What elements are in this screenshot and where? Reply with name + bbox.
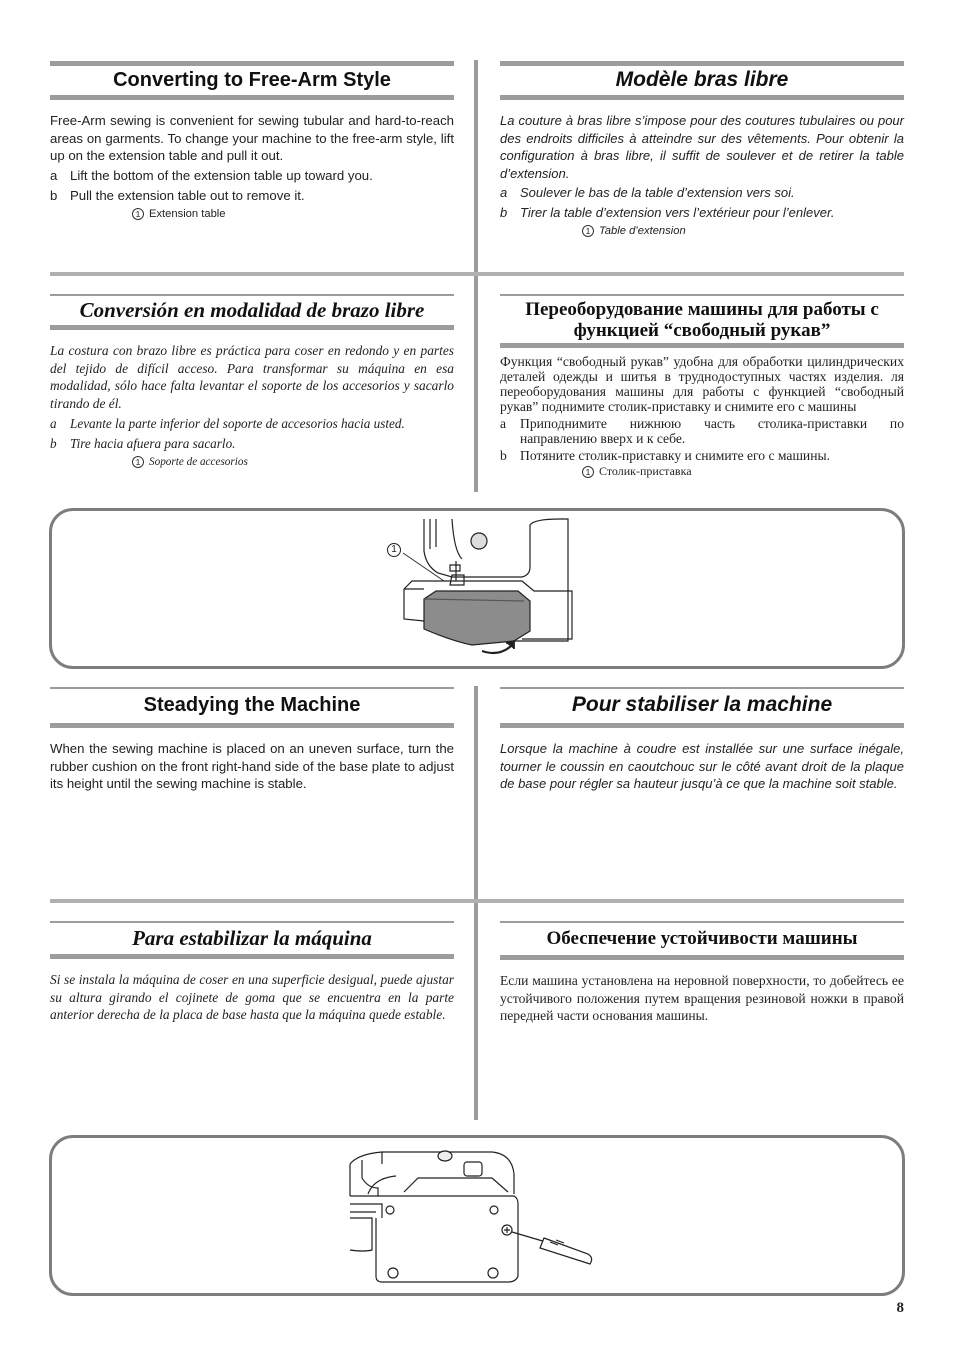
reference-label: Столик-приставка	[599, 464, 692, 478]
sewing-machine-extension-table-illustration	[52, 511, 902, 666]
section-title: Para estabilizar la máquina	[132, 926, 372, 950]
figure-reference	[582, 464, 904, 479]
heading-rule-bottom	[500, 723, 904, 728]
circled-number-icon: 1	[582, 225, 594, 237]
step-b	[50, 187, 454, 205]
callout-number: 1	[391, 544, 397, 555]
step-text: Levante la parte inferior del soporte de accesorios hacia usted.	[70, 416, 405, 431]
body-paragraph: When the sewing machine is placed on an uneven surface, turn the rubber cushion on the front right-hand side of the base plate to adjust its height until the sewing machine is stable.	[50, 741, 454, 791]
body-paragraph: Lorsque la machine à coudre est installée sur une surface inégale, tourner le coussin en caoutchouc sur le côté avant droit de la plaque de base pour régler sa hauteur jusqu’à ce que la machine soit stable.	[500, 741, 904, 791]
body-paragraph: La couture à bras libre s’impose pour des coutures tubulaires ou pour des endroits difficiles à atteindre sur des vêtements. Pour obtenir la configuration à bras libre, il suffit de soulever et de retirer la table d’extension.	[500, 113, 904, 181]
step-key: b	[500, 448, 507, 463]
free-arm-en	[50, 61, 454, 222]
section-title: Modèle bras libre	[615, 68, 789, 91]
row-separator-bottom	[50, 899, 904, 903]
step-b	[50, 435, 454, 453]
step-text: Приподнимите нижнюю часть столика-приставки по направлению вверх и к себе.	[520, 416, 904, 446]
figure-reference	[132, 454, 454, 470]
steadying-ru	[500, 921, 904, 1025]
step-key: a	[50, 167, 58, 183]
free-arm-es	[50, 294, 454, 470]
column-divider-bottom	[474, 686, 478, 1120]
step-key: b	[500, 205, 508, 220]
body-paragraph: Si se instala la máquina de coser en una superficie desigual, puede ajustar su altura girando el cojinete de goma que se encuentra en la parte anterior derecha de la placa de base hasta que la máquina quede estable.	[50, 972, 454, 1022]
step-key: a	[500, 185, 508, 200]
figure-reference	[582, 223, 904, 239]
step-a	[50, 167, 454, 185]
page-number: 8	[896, 1300, 904, 1316]
step-key: a	[500, 416, 507, 431]
machine-base-screwdriver-illustration	[52, 1138, 902, 1293]
reference-label: Soporte de accesorios	[149, 456, 248, 468]
free-arm-ru	[500, 294, 904, 479]
column-divider-top	[474, 60, 478, 492]
step-text: Tirer la table d’extension vers l’extérieur pour l’enlever.	[520, 205, 835, 220]
reference-label: Extension table	[149, 207, 226, 220]
section-title: Переоборудование машины для работы с функцией “свободный рукав”	[525, 299, 879, 341]
body-paragraph: Free-Arm sewing is convenient for sewing tubular and hard-to-reach areas on garments. To change your machine to the free-arm style, lift up on the extension table and pull it out.	[50, 113, 454, 163]
heading-rule-bottom	[50, 954, 454, 959]
free-arm-fr	[500, 61, 904, 239]
body-paragraph: La costura con brazo libre es práctica para coser en redondo y en partes del tejido de difícil acceso. Para transformar su máquina en esa modalidad, sólo hace falta levantar el soporte de los accesorios y sacarlo tirando de él.	[50, 343, 454, 411]
heading-rule-bottom	[500, 343, 904, 348]
heading-rule-bottom	[50, 723, 454, 728]
section-title: Conversión en modalidad de brazo libre	[79, 298, 425, 322]
free-arm-figure-box	[49, 508, 905, 669]
body-paragraph: Если машина установлена на неровной поверхности, то добейтесь ее устойчивого положения путем вращения резиновой ножки в правой передней части основания машины.	[500, 973, 904, 1023]
steadying-es	[50, 921, 454, 1024]
section-title: Converting to Free-Arm Style	[113, 69, 391, 91]
circled-number-icon: 1	[132, 456, 144, 468]
step-key: b	[50, 436, 57, 451]
heading-rule-bottom	[500, 95, 904, 100]
section-title: Steadying the Machine	[143, 694, 361, 716]
heading-rule-bottom	[50, 325, 454, 330]
circled-number-icon: 1	[132, 208, 144, 220]
ru-content	[500, 354, 904, 479]
step-b	[500, 204, 904, 222]
step-text: Tire hacia afuera para sacarlo.	[70, 436, 236, 451]
step-a	[500, 416, 904, 446]
step-text: Soulever le bas de la table d’extension vers soi.	[520, 185, 795, 200]
step-text: Потяните столик-приставку и снимите его с машины.	[520, 448, 831, 463]
steadying-fr	[500, 687, 904, 793]
row-separator-top	[50, 272, 904, 276]
steadying-figure-box	[49, 1135, 905, 1296]
body-paragraph: Функция “свободный рукав” удобна для обработки цилиндрических деталей одежды и шитья в труднодоступных частях изделия. ля переоборудования машины для работы с функцией “свободный рукав” поднимите столик-приставку и снимите его с машины	[500, 354, 904, 414]
step-key: b	[50, 187, 58, 203]
section-title: Обеспечение устойчивости машины	[546, 928, 858, 949]
heading-rule-bottom	[500, 955, 904, 960]
figure-reference	[132, 206, 454, 222]
step-a	[500, 184, 904, 202]
reference-label: Table d’extension	[599, 225, 686, 237]
figure-callout-marker	[387, 543, 401, 557]
circled-number-icon: 1	[582, 466, 594, 478]
step-key: a	[50, 416, 57, 431]
step-text: Pull the extension table out to remove it.	[70, 187, 305, 203]
step-text: Lift the bottom of the extension table up toward you.	[70, 167, 373, 183]
section-title: Pour stabiliser la machine	[571, 693, 833, 716]
steadying-en	[50, 687, 454, 793]
heading-rule-bottom	[50, 95, 454, 100]
step-b	[500, 448, 904, 463]
step-a	[50, 415, 454, 433]
